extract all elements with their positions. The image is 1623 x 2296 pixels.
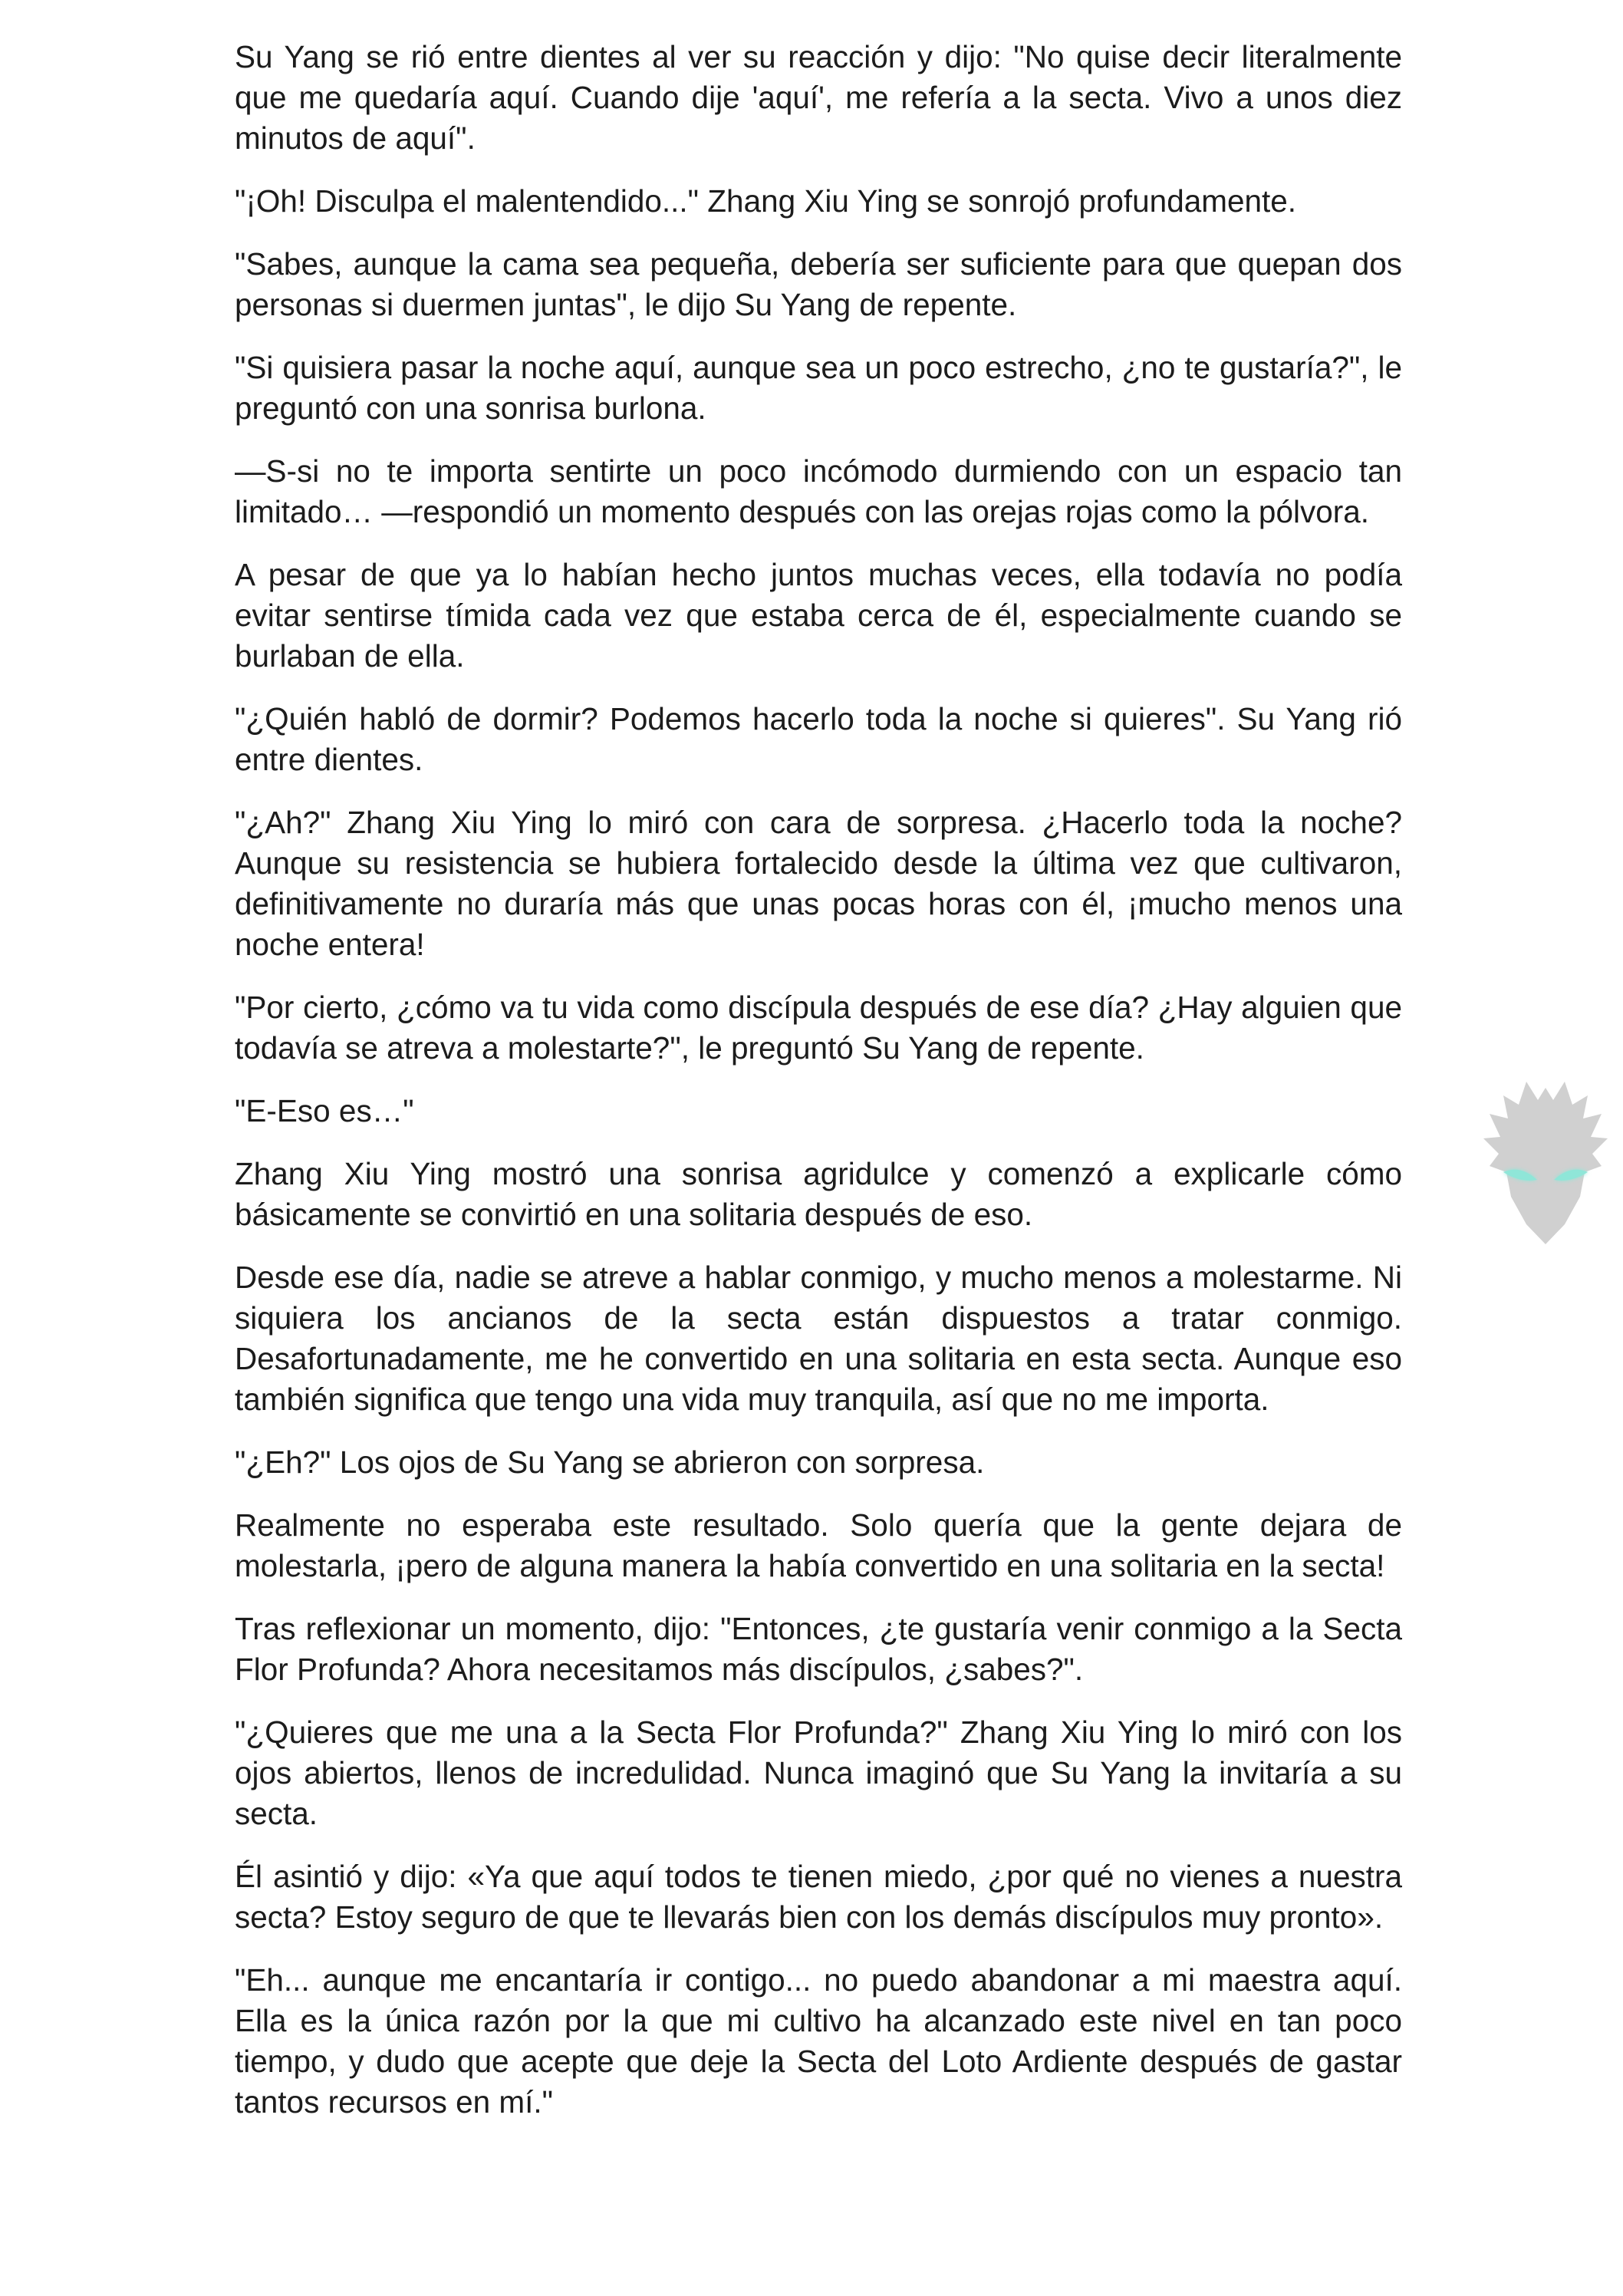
paragraph: "¿Eh?" Los ojos de Su Yang se abrieron con sorpresa. xyxy=(235,1444,985,1480)
paragraph: "¡Oh! Disculpa el malentendido..." Zhang Xiu Ying se sonrojó profundamente. xyxy=(235,183,1297,219)
paragraph: "Si quisiera pasar la noche aquí, aunque sea un poco estrecho, ¿no te gustaría?", le preguntó con una sonrisa burlona. xyxy=(235,350,1402,426)
paragraph: "Sabes, aunque la cama sea pequeña, debería ser suficiente para que quepan dos personas si duermen juntas", le dijo Su Yang de repente. xyxy=(235,246,1402,322)
paragraph: Su Yang se rió entre dientes al ver su reacción y dijo: "No quise decir literalmente que me quedaría aquí. Cuando dije 'aquí', me refería a la secta. Vivo a unos diez minutos de aquí". xyxy=(235,39,1402,156)
paragraph: —S-si no te importa sentirte un poco incómodo durmiendo con un espacio tan limitado… —respondió un momento después con las orejas rojas como la pólvora. xyxy=(235,453,1402,529)
paragraph: Realmente no esperaba este resultado. Solo quería que la gente dejara de molestarla, ¡pero de alguna manera la había convertido en una solitaria en la secta! xyxy=(235,1507,1402,1583)
paragraph: Tras reflexionar un momento, dijo: "Entonces, ¿te gustaría venir conmigo a la Secta Flor Profunda? Ahora necesitamos más discípulos, ¿sabes?". xyxy=(235,1611,1402,1687)
body-text xyxy=(235,37,1402,2145)
paragraph: Él asintió y dijo: «Ya que aquí todos te tienen miedo, ¿por qué no vienes a nuestra secta? Estoy seguro de que te llevarás bien con los demás discípulos muy pronto». xyxy=(235,1859,1402,1935)
paragraph: Zhang Xiu Ying mostró una sonrisa agridulce y comenzó a explicarle cómo básicamente se convirtió en una solitaria después de eso. xyxy=(235,1156,1402,1232)
paragraph: "¿Quién habló de dormir? Podemos hacerlo toda la noche si quieres". Su Yang rió entre dientes. xyxy=(235,701,1402,777)
paragraph: "¿Ah?" Zhang Xiu Ying lo miró con cara de sorpresa. ¿Hacerlo toda la noche? Aunque su resistencia se hubiera fortalecido desde la última vez que cultivaron, definitivamente no duraría más que unas pocas horas con él, ¡mucho menos una noche entera! xyxy=(235,805,1402,962)
demon-head-icon xyxy=(1473,1074,1618,1250)
paragraph: "E-Eso es…" xyxy=(235,1093,414,1128)
paragraph: "Eh... aunque me encantaría ir contigo... no puedo abandonar a mi maestra aquí. Ella es la única razón por la que mi cultivo ha alcanzado este nivel en tan poco tiempo, y dudo que acepte que deje la Secta del Loto Ardiente después de gastar tantos recursos en mí." xyxy=(235,1962,1402,2120)
paragraph: A pesar de que ya lo habían hecho juntos muchas veces, ella todavía no podía evitar sentirse tímida cada vez que estaba cerca de él, especialmente cuando se burlaban de ella. xyxy=(235,557,1402,674)
paragraph: "Por cierto, ¿cómo va tu vida como discípula después de ese día? ¿Hay alguien que todavía se atreva a molestarte?", le preguntó Su Yang de repente. xyxy=(235,990,1402,1066)
paragraph: Desde ese día, nadie se atreve a hablar conmigo, y mucho menos a molestarme. Ni siquiera los ancianos de la secta están dispuestos a tratar conmigo. Desafortunadamente, me he convertido en una solitaria en esta secta. Aunque eso también significa que tengo una vida muy tranquila, así que no me importa. xyxy=(235,1260,1402,1417)
paragraph: "¿Quieres que me una a la Secta Flor Profunda?" Zhang Xiu Ying lo miró con los ojos abiertos, llenos de incredulidad. Nunca imaginó que Su Yang la invitaría a su secta. xyxy=(235,1715,1402,1831)
